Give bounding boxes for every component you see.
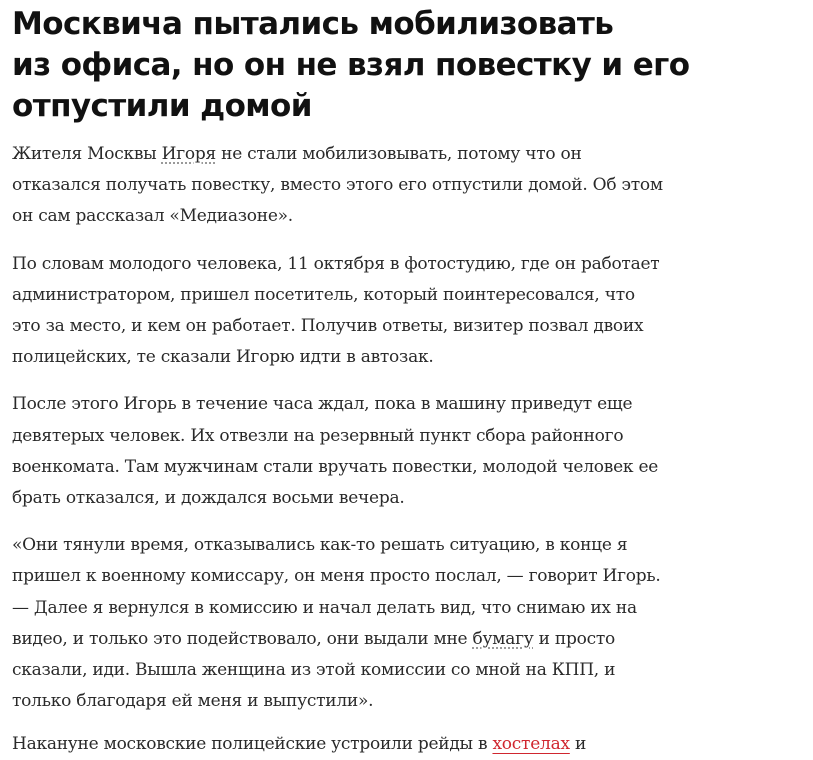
headline-line-2: из офиса, но он не взял повестку и его	[12, 47, 690, 83]
person-tooltip-link[interactable]: Игоря	[161, 144, 216, 164]
text-run: не стали мобилизовывать, потому что он	[215, 144, 582, 164]
paragraph-line: он сам рассказал «Медиазоне».	[12, 206, 293, 227]
paragraph-line: администратором, пришел посетитель, который поинтересовался, что	[12, 284, 635, 305]
text-run: Жителя Москвы	[12, 144, 162, 164]
paragraph-line: только благодаря ей меня и выпустили».	[12, 691, 374, 712]
text-run: и просто	[533, 628, 616, 649]
paragraph-3	[12, 389, 752, 514]
paragraph-line	[12, 624, 752, 655]
hostels-article-link[interactable]: хостелах	[492, 734, 570, 754]
paragraph-line: сказали, иди. Вышла женщина из этой комиссии со мной на КПП, и	[12, 660, 616, 681]
headline-line-3: отпустили домой	[12, 88, 312, 124]
paragraph-1	[12, 139, 752, 233]
text-run: видео, и только это подействовало, они выдали мне	[12, 628, 473, 649]
paragraph-line: отказался получать повестку, вместо этого его отпустили домой. Об этом	[12, 175, 663, 196]
paragraph-line	[12, 139, 752, 170]
article	[12, 0, 752, 733]
paragraph-line: брать отказался, и дождался восьми вечера.	[12, 488, 405, 509]
paragraph-line: После этого Игорь в течение часа ждал, пока в машину приведут еще	[12, 394, 633, 415]
paragraph-line: — Далее я вернулся в комиссию и начал делать вид, что снимаю их на	[12, 597, 637, 618]
paragraph-line: девятерых человек. Их отвезли на резервный пункт сбора районного	[12, 425, 624, 446]
article-headline	[12, 4, 752, 127]
paragraph-line: По словам молодого человека, 11 октября в фотостудию, где он работает	[12, 253, 660, 274]
paragraph-5-partial	[12, 729, 586, 760]
paragraph-line: полицейских, те сказали Игорю идти в автозак.	[12, 347, 434, 368]
paragraph-line: «Они тянули время, отказывались как-то решать ситуацию, в конце я	[12, 535, 628, 556]
article-body	[12, 139, 752, 717]
paragraph-4-quote	[12, 530, 752, 717]
document-tooltip-link[interactable]: бумагу	[472, 628, 534, 649]
headline-line-1: Москвича пытались мобилизовать	[12, 6, 614, 42]
paragraph-line: военкомата. Там мужчинам стали вручать повестки, молодой человек ее	[12, 456, 659, 477]
paragraph-line: это за место, и кем он работает. Получив ответы, визитер позвал двоих	[12, 316, 644, 337]
text-run: и	[569, 734, 587, 754]
text-run: Накануне московские полицейские устроили рейды в	[12, 734, 493, 754]
paragraph-2	[12, 249, 752, 374]
paragraph-line: пришел к военному комиссару, он меня просто послал, — говорит Игорь.	[12, 566, 661, 587]
